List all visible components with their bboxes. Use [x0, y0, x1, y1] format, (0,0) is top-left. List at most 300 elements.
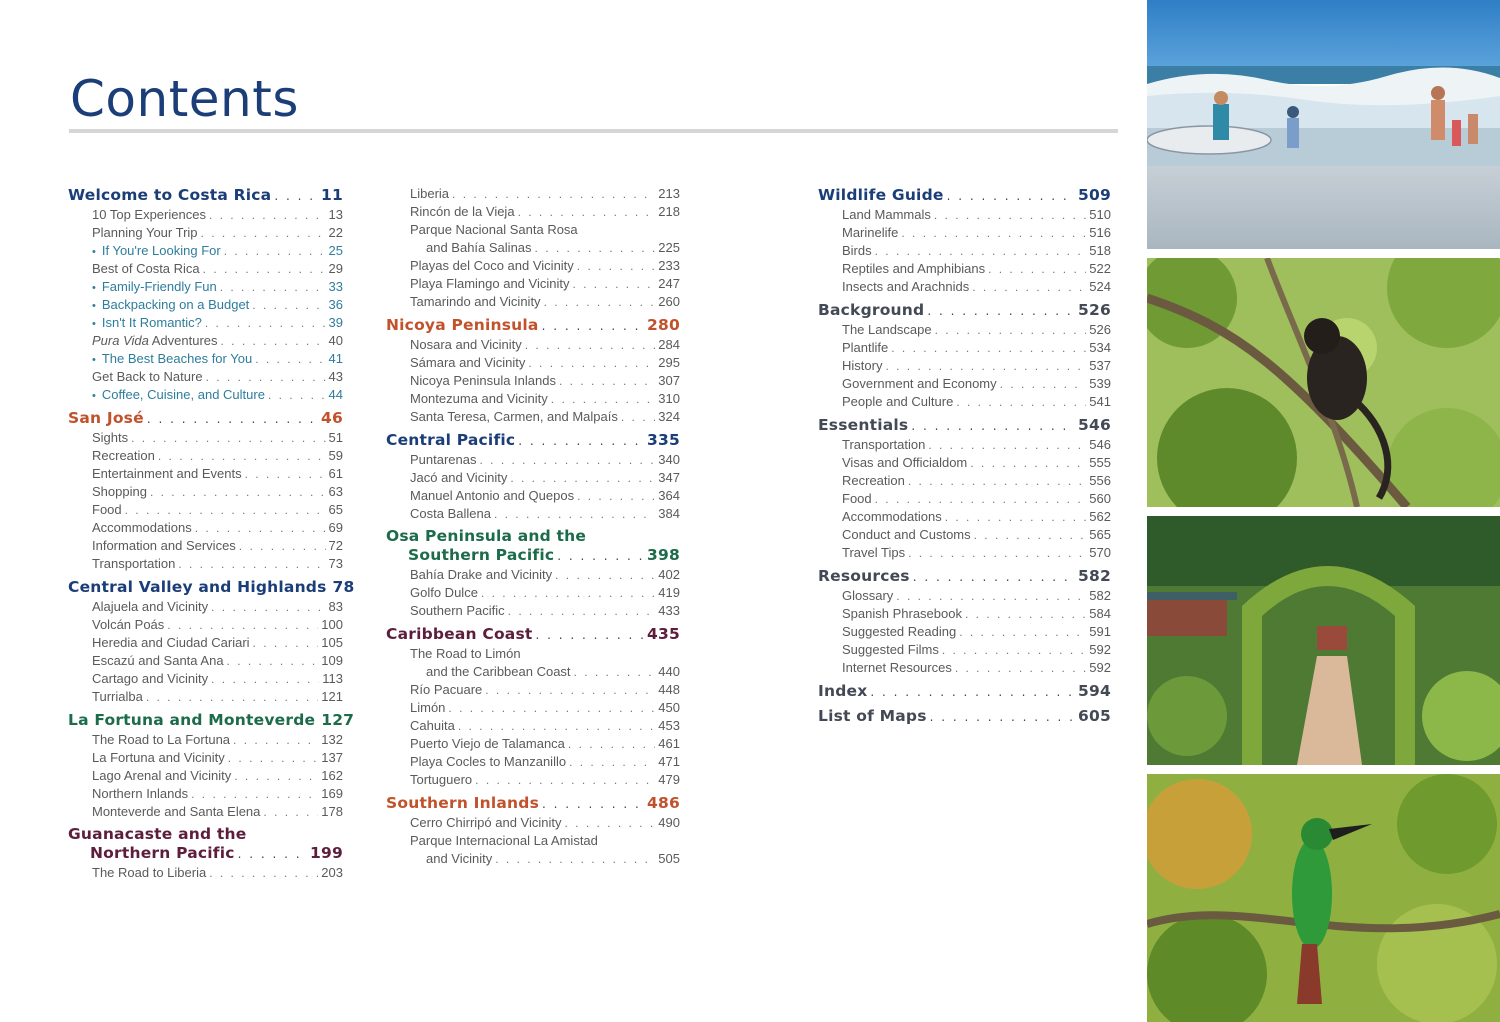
- bullet-icon: •: [92, 282, 96, 294]
- toc-entry[interactable]: [818, 472, 1111, 490]
- entry-page: 40: [328, 333, 343, 348]
- toc-entry[interactable]: [818, 454, 1111, 472]
- leader-dots: [988, 260, 1086, 278]
- toc-entry[interactable]: [386, 408, 680, 426]
- toc-entry-line1[interactable]: Parque Internacional La Amistad: [410, 833, 598, 848]
- entry-label-rest: Adventures: [148, 333, 218, 348]
- toc-column-2: [386, 185, 680, 872]
- leader-dots: [233, 731, 318, 749]
- toc-entry[interactable]: [818, 321, 1111, 339]
- entry-page: 59: [328, 448, 343, 463]
- leader-dots: [238, 844, 307, 865]
- toc-section-resources: [818, 566, 1111, 677]
- toc-entry[interactable]: [68, 447, 343, 465]
- entry-page: 260: [658, 294, 680, 309]
- leader-dots: [245, 465, 326, 483]
- leader-dots: [928, 436, 1086, 454]
- toc-entry-highlight[interactable]: [68, 278, 343, 296]
- leader-dots: [209, 864, 318, 882]
- toc-entry[interactable]: [818, 436, 1111, 454]
- leader-dots: [494, 505, 655, 523]
- entry-page: 63: [328, 484, 343, 499]
- toc-entry[interactable]: [818, 526, 1111, 544]
- entry-page: 453: [658, 718, 680, 733]
- toc-entry[interactable]: [386, 602, 680, 620]
- toc-section-central-valley: [68, 577, 355, 706]
- leader-dots: [485, 681, 655, 699]
- entry-page: 307: [658, 373, 680, 388]
- entry-label: Southern Pacific: [410, 603, 505, 618]
- toc-entry[interactable]: [818, 339, 1111, 357]
- leader-dots: [559, 372, 655, 390]
- toc-entry[interactable]: [386, 735, 680, 753]
- entry-label: Birds: [842, 243, 872, 258]
- entry-page: 505: [658, 851, 680, 866]
- section-title: Welcome to Costa Rica: [68, 186, 272, 204]
- bullet-icon: •: [92, 300, 96, 312]
- toc-entry[interactable]: [818, 587, 1111, 605]
- entry-page: 518: [1089, 243, 1111, 258]
- section-heading[interactable]: [386, 793, 680, 814]
- leader-dots: [935, 321, 1087, 339]
- section-title-line2: Northern Pacific: [90, 844, 235, 862]
- entry-label: Tamarindo and Vicinity: [410, 294, 541, 309]
- toc-entry[interactable]: [68, 332, 343, 350]
- entry-page: 490: [658, 815, 680, 830]
- entry-page: 284: [658, 337, 680, 352]
- leader-dots: [569, 753, 655, 771]
- toc-entry[interactable]: [68, 224, 343, 242]
- leader-dots: [557, 546, 644, 567]
- leader-dots: [875, 490, 1087, 508]
- leader-dots: [956, 393, 1086, 411]
- entry-label: Tortuguero: [410, 772, 473, 787]
- entry-label: Land Mammals: [842, 207, 931, 222]
- entry-label: Recreation: [842, 473, 905, 488]
- toc-entry[interactable]: [68, 749, 343, 767]
- entry-page: 39: [328, 315, 343, 330]
- section-title-line1[interactable]: Osa Peninsula and the: [386, 527, 587, 545]
- toc-entry[interactable]: [68, 634, 343, 652]
- toc-entry[interactable]: [68, 429, 343, 447]
- leader-dots: [945, 508, 1087, 526]
- toc-entry[interactable]: [386, 239, 680, 257]
- entry-label: Jacó and Vicinity: [410, 470, 508, 485]
- entry-label: Puerto Viejo de Talamanca: [410, 736, 565, 751]
- entry-page: 61: [328, 466, 343, 481]
- toc-entry[interactable]: [818, 393, 1111, 411]
- section-heading[interactable]: [68, 408, 343, 429]
- toc-entry[interactable]: [386, 185, 680, 203]
- entry-page: 347: [658, 470, 680, 485]
- entry-label: Travel Tips: [842, 545, 906, 560]
- toc-entry-line1[interactable]: The Road to Limón: [410, 646, 521, 661]
- section-page: 605: [1078, 707, 1111, 725]
- entry-page: 100: [321, 617, 343, 632]
- entry-label: Isn't It Romantic?: [101, 315, 202, 330]
- entry-label: Planning Your Trip: [92, 225, 198, 240]
- toc-entry[interactable]: [818, 206, 1111, 224]
- toc-entry[interactable]: [68, 501, 343, 519]
- entry-label: Manuel Antonio and Quepos: [410, 488, 575, 503]
- toc-entry[interactable]: [386, 505, 680, 523]
- section-heading[interactable]: [386, 624, 680, 645]
- entry-page: 36: [328, 297, 343, 312]
- toc-entry[interactable]: [386, 717, 680, 735]
- toc-entry[interactable]: [386, 566, 680, 584]
- title-divider: [69, 129, 1118, 133]
- leader-dots: [870, 682, 1075, 703]
- leader-dots: [565, 814, 656, 832]
- entry-label: Nicoya Peninsula Inlands: [410, 373, 556, 388]
- leader-dots: [475, 771, 655, 789]
- entry-label: Get Back to Nature: [92, 369, 203, 384]
- toc-entry[interactable]: [386, 753, 680, 771]
- beach-surf-photo: [1147, 0, 1500, 249]
- entry-page: 178: [321, 804, 343, 819]
- toc-section-guanacaste-continued: [386, 185, 680, 311]
- entry-label: Glossary: [842, 588, 894, 603]
- section-page: 335: [647, 431, 680, 449]
- leader-dots: [227, 652, 319, 670]
- entry-page: 22: [328, 225, 343, 240]
- entry-label: Recreation: [92, 448, 155, 463]
- toc-entry[interactable]: [386, 336, 680, 354]
- entry-label: Santa Teresa, Carmen, and Malpaís: [410, 409, 618, 424]
- entry-label: Sámara and Vicinity: [410, 355, 526, 370]
- entry-page: 510: [1089, 207, 1111, 222]
- entry-page: 541: [1089, 394, 1111, 409]
- entry-label: Spanish Phrasebook: [842, 606, 962, 621]
- leader-dots: [201, 224, 326, 242]
- entry-label: Escazú and Santa Ana: [92, 653, 224, 668]
- entry-page: 516: [1089, 225, 1111, 240]
- entry-label: Heredia and Ciudad Cariari: [92, 635, 250, 650]
- toc-entry-highlight[interactable]: [68, 386, 343, 404]
- section-page: 46: [321, 409, 343, 427]
- leader-dots: [146, 688, 318, 706]
- leader-dots: [568, 735, 655, 753]
- toc-section-caribbean: [386, 624, 680, 789]
- entry-label: If You're Looking For: [101, 243, 221, 258]
- toc-entry[interactable]: [386, 354, 680, 372]
- section-page: 546: [1078, 416, 1111, 434]
- section-page: 509: [1078, 186, 1111, 204]
- entry-label: Food: [92, 502, 122, 517]
- leader-dots: [959, 623, 1086, 641]
- toc-entry[interactable]: [386, 203, 680, 221]
- section-page: 582: [1078, 567, 1111, 585]
- entry-label: 10 Top Experiences: [92, 207, 206, 222]
- section-page: 435: [647, 625, 680, 643]
- leader-dots: [896, 587, 1086, 605]
- toc-section-guanacaste: [68, 825, 343, 882]
- section-heading[interactable]: [68, 843, 343, 864]
- toc-entry[interactable]: [386, 487, 680, 505]
- toc-section-la-fortuna: [68, 710, 355, 821]
- toc-entry[interactable]: [386, 257, 680, 275]
- entry-label: Information and Services: [92, 538, 236, 553]
- entry-page: 225: [658, 240, 680, 255]
- entry-page: 83: [328, 599, 343, 614]
- toc-entry[interactable]: [818, 260, 1111, 278]
- section-page: 127: [321, 711, 355, 729]
- toc-section-index: [818, 681, 1111, 702]
- toc-section-san-jose: [68, 408, 343, 573]
- section-title: Background: [818, 301, 925, 319]
- toc-entry[interactable]: [386, 372, 680, 390]
- toc-entry[interactable]: [386, 681, 680, 699]
- toc-section-nicoya: [386, 315, 680, 426]
- entry-page: 247: [658, 276, 680, 291]
- leader-dots: [901, 224, 1086, 242]
- section-heading[interactable]: [818, 681, 1111, 702]
- toc-entry[interactable]: [818, 278, 1111, 296]
- leader-dots: [221, 332, 326, 350]
- toc-entry[interactable]: [818, 605, 1111, 623]
- leader-dots: [224, 242, 326, 260]
- entry-page: 546: [1089, 437, 1111, 452]
- entry-page: 479: [658, 772, 680, 787]
- leader-dots: [220, 278, 326, 296]
- leader-dots: [255, 350, 325, 368]
- entry-label: Turrialba: [92, 689, 143, 704]
- entry-page: 461: [658, 736, 680, 751]
- toc-entry[interactable]: [68, 598, 343, 616]
- entry-label: Lago Arenal and Vicinity: [92, 768, 232, 783]
- toc-section-background: [818, 300, 1111, 411]
- leader-dots: [536, 625, 645, 646]
- toc-entry[interactable]: [386, 390, 680, 408]
- toc-entry[interactable]: [386, 771, 680, 789]
- toc-entry[interactable]: [818, 357, 1111, 375]
- leader-dots: [228, 749, 319, 767]
- toc-section-list-of-maps: [818, 706, 1111, 727]
- toc-entry[interactable]: [386, 814, 680, 832]
- leader-dots: [525, 336, 656, 354]
- toc-entry[interactable]: [386, 663, 680, 681]
- entry-label: Transportation: [92, 556, 176, 571]
- toc-entry[interactable]: [818, 375, 1111, 393]
- entry-page: 41: [328, 351, 343, 366]
- entry-page: 324: [658, 409, 680, 424]
- garden-illustration: [1147, 516, 1500, 765]
- leader-dots: [913, 567, 1075, 588]
- leader-dots: [930, 707, 1075, 728]
- leader-dots: [891, 339, 1086, 357]
- section-heading[interactable]: [68, 710, 355, 731]
- toc-entry[interactable]: [386, 584, 680, 602]
- section-title: Essentials: [818, 416, 909, 434]
- entry-page: 537: [1089, 358, 1111, 373]
- bullet-icon: •: [92, 354, 96, 366]
- entry-label: Puntarenas: [410, 452, 477, 467]
- entry-page: 69: [328, 520, 343, 535]
- entry-page: 203: [321, 865, 343, 880]
- toc-entry[interactable]: [68, 785, 343, 803]
- toc-entry[interactable]: [68, 652, 343, 670]
- toc-entry[interactable]: [386, 850, 680, 868]
- toc-entry[interactable]: [818, 659, 1111, 677]
- entry-page: 448: [658, 682, 680, 697]
- toc-entry[interactable]: [68, 206, 343, 224]
- leader-dots: [555, 566, 655, 584]
- toc-entry[interactable]: [68, 260, 343, 278]
- toc-entry[interactable]: [386, 275, 680, 293]
- entry-page: 310: [658, 391, 680, 406]
- toc-entry[interactable]: [386, 699, 680, 717]
- leader-dots: [274, 186, 318, 207]
- entry-label: Insects and Arachnids: [842, 279, 970, 294]
- entry-label: Golfo Dulce: [410, 585, 478, 600]
- section-heading[interactable]: [386, 545, 680, 566]
- toc-section-wildlife: [818, 185, 1111, 296]
- entry-label: Costa Ballena: [410, 506, 491, 521]
- toc-entry[interactable]: [68, 688, 343, 706]
- monkey-illustration: [1147, 258, 1500, 507]
- leader-dots: [518, 203, 656, 221]
- toc-entry[interactable]: [68, 368, 343, 386]
- entry-page: 132: [321, 732, 343, 747]
- leader-dots: [551, 390, 656, 408]
- entry-label: Volcán Poás: [92, 617, 165, 632]
- entry-label: Monteverde and Santa Elena: [92, 804, 261, 819]
- section-heading[interactable]: [386, 315, 680, 336]
- entry-page: 471: [658, 754, 680, 769]
- entry-label: Accommodations: [92, 520, 192, 535]
- entry-page: 402: [658, 567, 680, 582]
- entry-page: 565: [1089, 527, 1111, 542]
- leader-dots: [481, 584, 655, 602]
- toc-entry[interactable]: [68, 616, 343, 634]
- entry-page: 109: [321, 653, 343, 668]
- entry-page: 582: [1089, 588, 1111, 603]
- entry-label: Liberia: [410, 186, 450, 201]
- entry-label: Northern Inlands: [92, 786, 189, 801]
- entry-page: 33: [328, 279, 343, 294]
- entry-label: [92, 332, 218, 350]
- leader-dots: [518, 431, 644, 452]
- leader-dots: [206, 368, 326, 386]
- toc-entry[interactable]: [68, 519, 343, 537]
- leader-dots: [125, 501, 326, 519]
- toc-entry[interactable]: [68, 731, 343, 749]
- entry-page: 433: [658, 603, 680, 618]
- entry-page: 113: [322, 671, 343, 686]
- section-title: Index: [818, 682, 868, 700]
- entry-page: 43: [328, 369, 343, 384]
- entry-label: The Best Beaches for You: [101, 351, 253, 366]
- toc-entry-highlight[interactable]: [68, 350, 343, 368]
- section-heading[interactable]: [68, 185, 343, 206]
- entry-page: 13: [328, 207, 343, 222]
- toc-entry[interactable]: [68, 670, 343, 688]
- section-heading[interactable]: [68, 577, 355, 598]
- toc-entry[interactable]: [68, 555, 343, 573]
- entry-label: Transportation: [842, 437, 926, 452]
- entry-page: 526: [1089, 322, 1111, 337]
- entry-page: 534: [1089, 340, 1111, 355]
- entry-label: and Bahía Salinas: [426, 240, 532, 255]
- toc-entry[interactable]: [68, 767, 343, 785]
- toc-entry-highlight[interactable]: [68, 242, 343, 260]
- section-title: List of Maps: [818, 707, 927, 725]
- leader-dots: [970, 454, 1086, 472]
- entry-page: 340: [658, 452, 680, 467]
- section-heading[interactable]: [386, 430, 680, 451]
- leader-dots: [131, 429, 325, 447]
- toc-column-1: [68, 185, 355, 886]
- entry-label: People and Culture: [842, 394, 954, 409]
- entry-label: Accommodations: [842, 509, 942, 524]
- entry-page: 592: [1089, 642, 1111, 657]
- entry-page: 218: [658, 204, 680, 219]
- section-heading[interactable]: [818, 300, 1111, 321]
- entry-label: Conduct and Customs: [842, 527, 971, 542]
- toc-entry[interactable]: [818, 544, 1111, 562]
- toc-entry[interactable]: [818, 508, 1111, 526]
- leader-dots: [458, 717, 655, 735]
- page-title: Contents: [70, 70, 299, 128]
- section-title: Nicoya Peninsula: [386, 316, 539, 334]
- section-title: Caribbean Coast: [386, 625, 533, 643]
- leader-dots: [167, 616, 318, 634]
- leader-dots: [203, 260, 326, 278]
- toc-entry[interactable]: [818, 641, 1111, 659]
- section-heading[interactable]: [818, 566, 1111, 587]
- entry-label: Cartago and Vicinity: [92, 671, 209, 686]
- entry-label: Limón: [410, 700, 446, 715]
- leader-dots: [253, 634, 319, 652]
- entry-label: Río Pacuare: [410, 682, 483, 697]
- entry-label: Best of Costa Rica: [92, 261, 200, 276]
- toc-entry[interactable]: [68, 483, 343, 501]
- leader-dots: [934, 206, 1086, 224]
- leader-dots: [544, 293, 656, 311]
- toc-entry[interactable]: [818, 623, 1111, 641]
- bullet-icon: •: [92, 318, 96, 330]
- section-title-line1[interactable]: Guanacaste and the: [68, 825, 247, 843]
- leader-dots: [239, 537, 326, 555]
- toc-entry[interactable]: [818, 224, 1111, 242]
- leader-dots: [542, 316, 644, 337]
- toc-entry[interactable]: [386, 293, 680, 311]
- toc-entry[interactable]: [68, 803, 343, 821]
- leader-dots: [158, 447, 326, 465]
- section-page: 78: [332, 578, 355, 596]
- leader-dots: [508, 602, 656, 620]
- section-heading[interactable]: [818, 706, 1111, 727]
- toc-entry-highlight[interactable]: [68, 296, 343, 314]
- leader-dots: [528, 354, 655, 372]
- leader-dots: [252, 296, 325, 314]
- section-title: San José: [68, 409, 144, 427]
- leader-dots: [480, 451, 656, 469]
- toc-entry[interactable]: [386, 451, 680, 469]
- toc-entry[interactable]: [818, 490, 1111, 508]
- toc-entry[interactable]: [68, 864, 343, 882]
- toc-entry[interactable]: [68, 537, 343, 555]
- toc-entry-highlight[interactable]: [68, 314, 343, 332]
- toc-entry[interactable]: [386, 469, 680, 487]
- toc-entry[interactable]: [818, 242, 1111, 260]
- section-heading[interactable]: [818, 415, 1111, 436]
- leader-dots: [908, 472, 1086, 490]
- toc-entry[interactable]: [68, 465, 343, 483]
- entry-label: Backpacking on a Budget: [101, 297, 250, 312]
- section-heading[interactable]: [818, 185, 1111, 206]
- toc-entry-line1[interactable]: Parque Nacional Santa Rosa: [410, 222, 578, 237]
